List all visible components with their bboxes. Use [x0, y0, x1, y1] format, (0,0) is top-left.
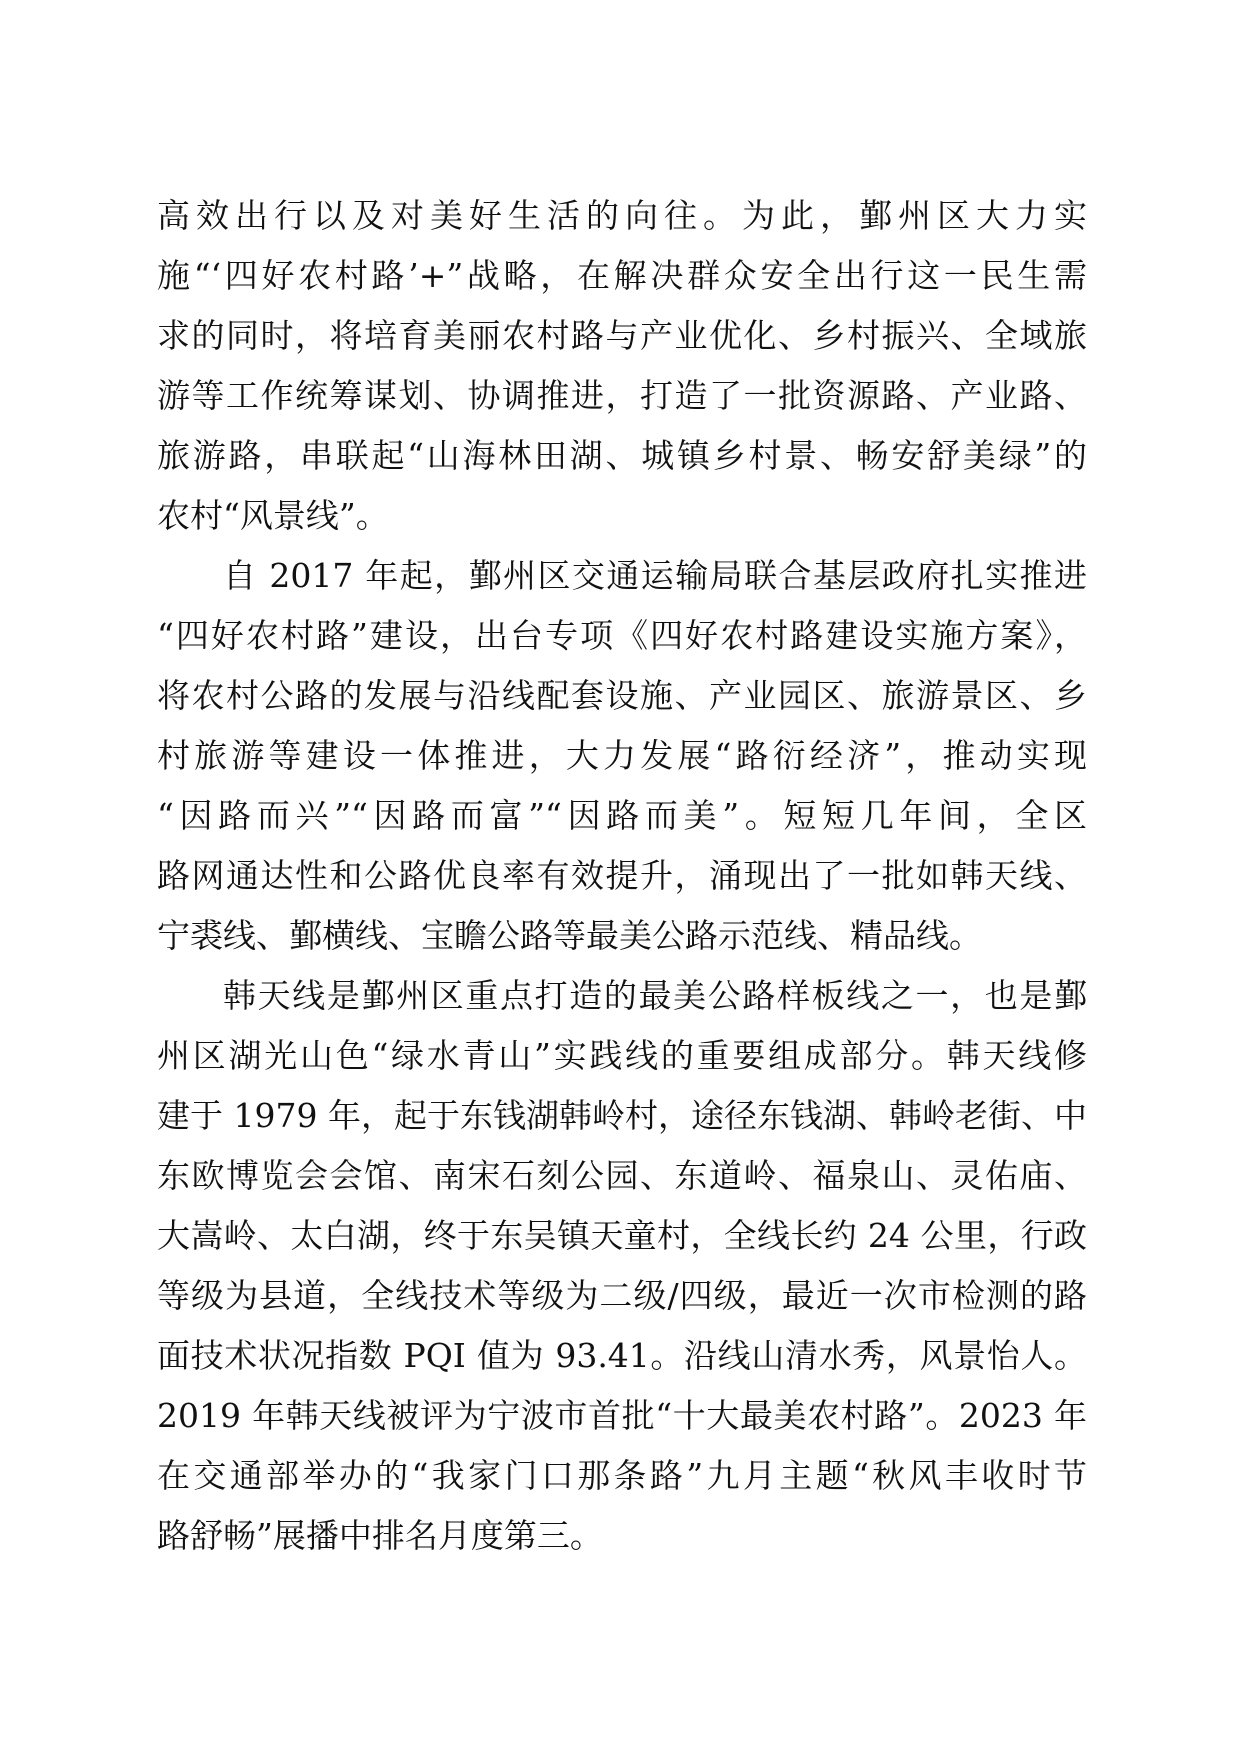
- text-line: 将农村公路的发展与沿线配套设施、产业园区、旅游景区、乡: [157, 676, 1087, 715]
- text-line: 路舒畅”展播中排名月度第三。: [157, 1516, 603, 1555]
- text-line: 自 2017 年起，鄞州区交通运输局联合基层政府扎实推进: [223, 556, 1087, 595]
- text-line: 建于 1979 年，起于东钱湖韩岭村，途径东钱湖、韩岭老街、中: [157, 1096, 1087, 1135]
- text-line: 路网通达性和公路优良率有效提升，涌现出了一批如韩天线、: [157, 856, 1087, 895]
- text-line: 游等工作统筹谋划、协调推进，打造了一批资源路、产业路、: [157, 376, 1087, 415]
- text-line: 韩天线是鄞州区重点打造的最美公路样板线之一，也是鄞: [223, 976, 1087, 1015]
- text-line: 在交通部举办的“我家门口那条路”九月主题“秋风丰收时节: [157, 1456, 1087, 1495]
- text-line: 宁裘线、鄞横线、宝瞻公路等最美公路示范线、精品线。: [157, 916, 982, 955]
- text-line: “因路而兴”“因路而富”“因路而美”。短短几年间，全区: [157, 796, 1087, 835]
- text-line: 等级为县道，全线技术等级为二级/四级，最近一次市检测的路: [157, 1276, 1087, 1315]
- text-line: 2019 年韩天线被评为宁波市首批“十大最美农村路”。2023 年: [157, 1396, 1087, 1435]
- text-line: 东欧博览会会馆、南宋石刻公园、东道岭、福泉山、灵佑庙、: [157, 1156, 1087, 1195]
- text-line: 村旅游等建设一体推进，大力发展“路衍经济”，推动实现: [157, 736, 1087, 775]
- text-line: 面技术状况指数 PQI 值为 93.41。沿线山清水秀，风景怡人。: [157, 1336, 1087, 1375]
- text-line: “四好农村路”建设，出台专项《四好农村路建设实施方案》，: [157, 616, 1087, 655]
- text-line: 求的同时，将培育美丽农村路与产业优化、乡村振兴、全域旅: [157, 316, 1087, 355]
- text-line: 施“‘四好农村路’+”战略，在解决群众安全出行这一民生需: [157, 256, 1087, 295]
- body-text: [157, 186, 1087, 1566]
- text-line: 大嵩岭、太白湖，终于东吴镇天童村，全线长约 24 公里，行政: [157, 1216, 1087, 1255]
- text-line: 农村“风景线”。: [157, 496, 389, 535]
- text-line: 高效出行以及对美好生活的向往。为此，鄞州区大力实: [157, 196, 1087, 235]
- text-line: 州区湖光山色“绿水青山”实践线的重要组成部分。韩天线修: [157, 1036, 1087, 1075]
- text-line: 旅游路，串联起“山海林田湖、城镇乡村景、畅安舒美绿”的: [157, 436, 1087, 475]
